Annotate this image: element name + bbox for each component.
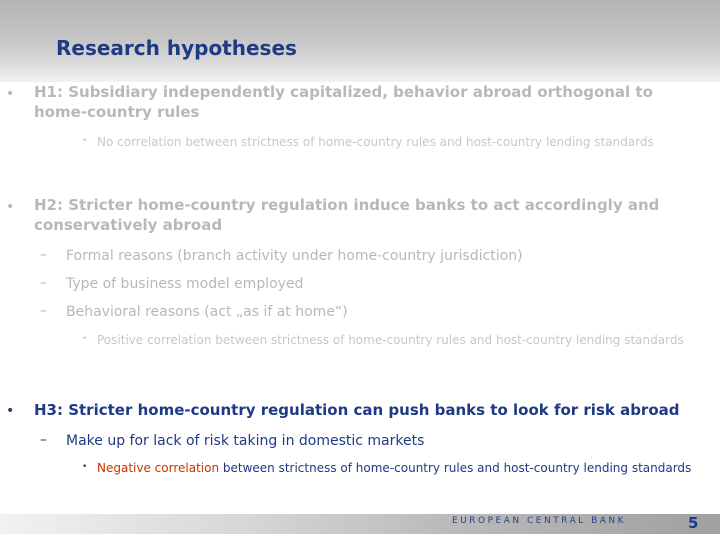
hypothesis-h2: H2: Stricter home-country regulation induce banks to act accordingly and conservatively abroad — [34, 196, 660, 234]
h2-reason-business-model: Type of business model employed — [66, 276, 304, 292]
dash-h2-1: – — [40, 247, 47, 263]
sub-bullet-h2: • — [82, 334, 88, 344]
dash-h3: – — [40, 432, 47, 448]
h3-reason: Make up for lack of risk taking in domestic markets — [66, 433, 425, 449]
h2-reason-formal: Formal reasons (branch activity under home-country jurisdiction) — [66, 248, 523, 264]
h3-sub-rest: between strictness of home-country rules and host-country lending standards — [219, 461, 692, 475]
sub-bullet-h1: • — [82, 136, 88, 146]
bullet-h1: • — [6, 86, 15, 102]
dash-h2-2: – — [40, 275, 47, 291]
bullet-h3: • — [6, 403, 15, 419]
page-number: 5 — [688, 514, 699, 532]
bullet-h2: • — [6, 199, 15, 215]
h2-reason-behavioral: Behavioral reasons (act „as if at home“) — [66, 304, 348, 320]
hypothesis-h1: H1: Subsidiary independently capitalized, behavior abroad orthogonal to home-country rules — [34, 83, 653, 121]
slide-title: Research hypotheses — [56, 36, 297, 60]
sub-bullet-h3: • — [82, 462, 88, 472]
negative-correlation-highlight: Negative correlation — [97, 461, 220, 475]
h3-sub-point — [97, 460, 707, 476]
ecb-wordmark: EUROPEAN CENTRAL BANK — [452, 516, 627, 526]
hypothesis-h3: H3: Stricter home-country regulation can push banks to look for risk abroad — [34, 401, 680, 419]
h2-sub-point: Positive correlation between strictness of home-country rules and host-country lending standards — [97, 333, 684, 347]
dash-h2-3: – — [40, 303, 47, 319]
h1-sub-point: No correlation between strictness of home-country rules and host-country lending standards — [97, 135, 654, 149]
